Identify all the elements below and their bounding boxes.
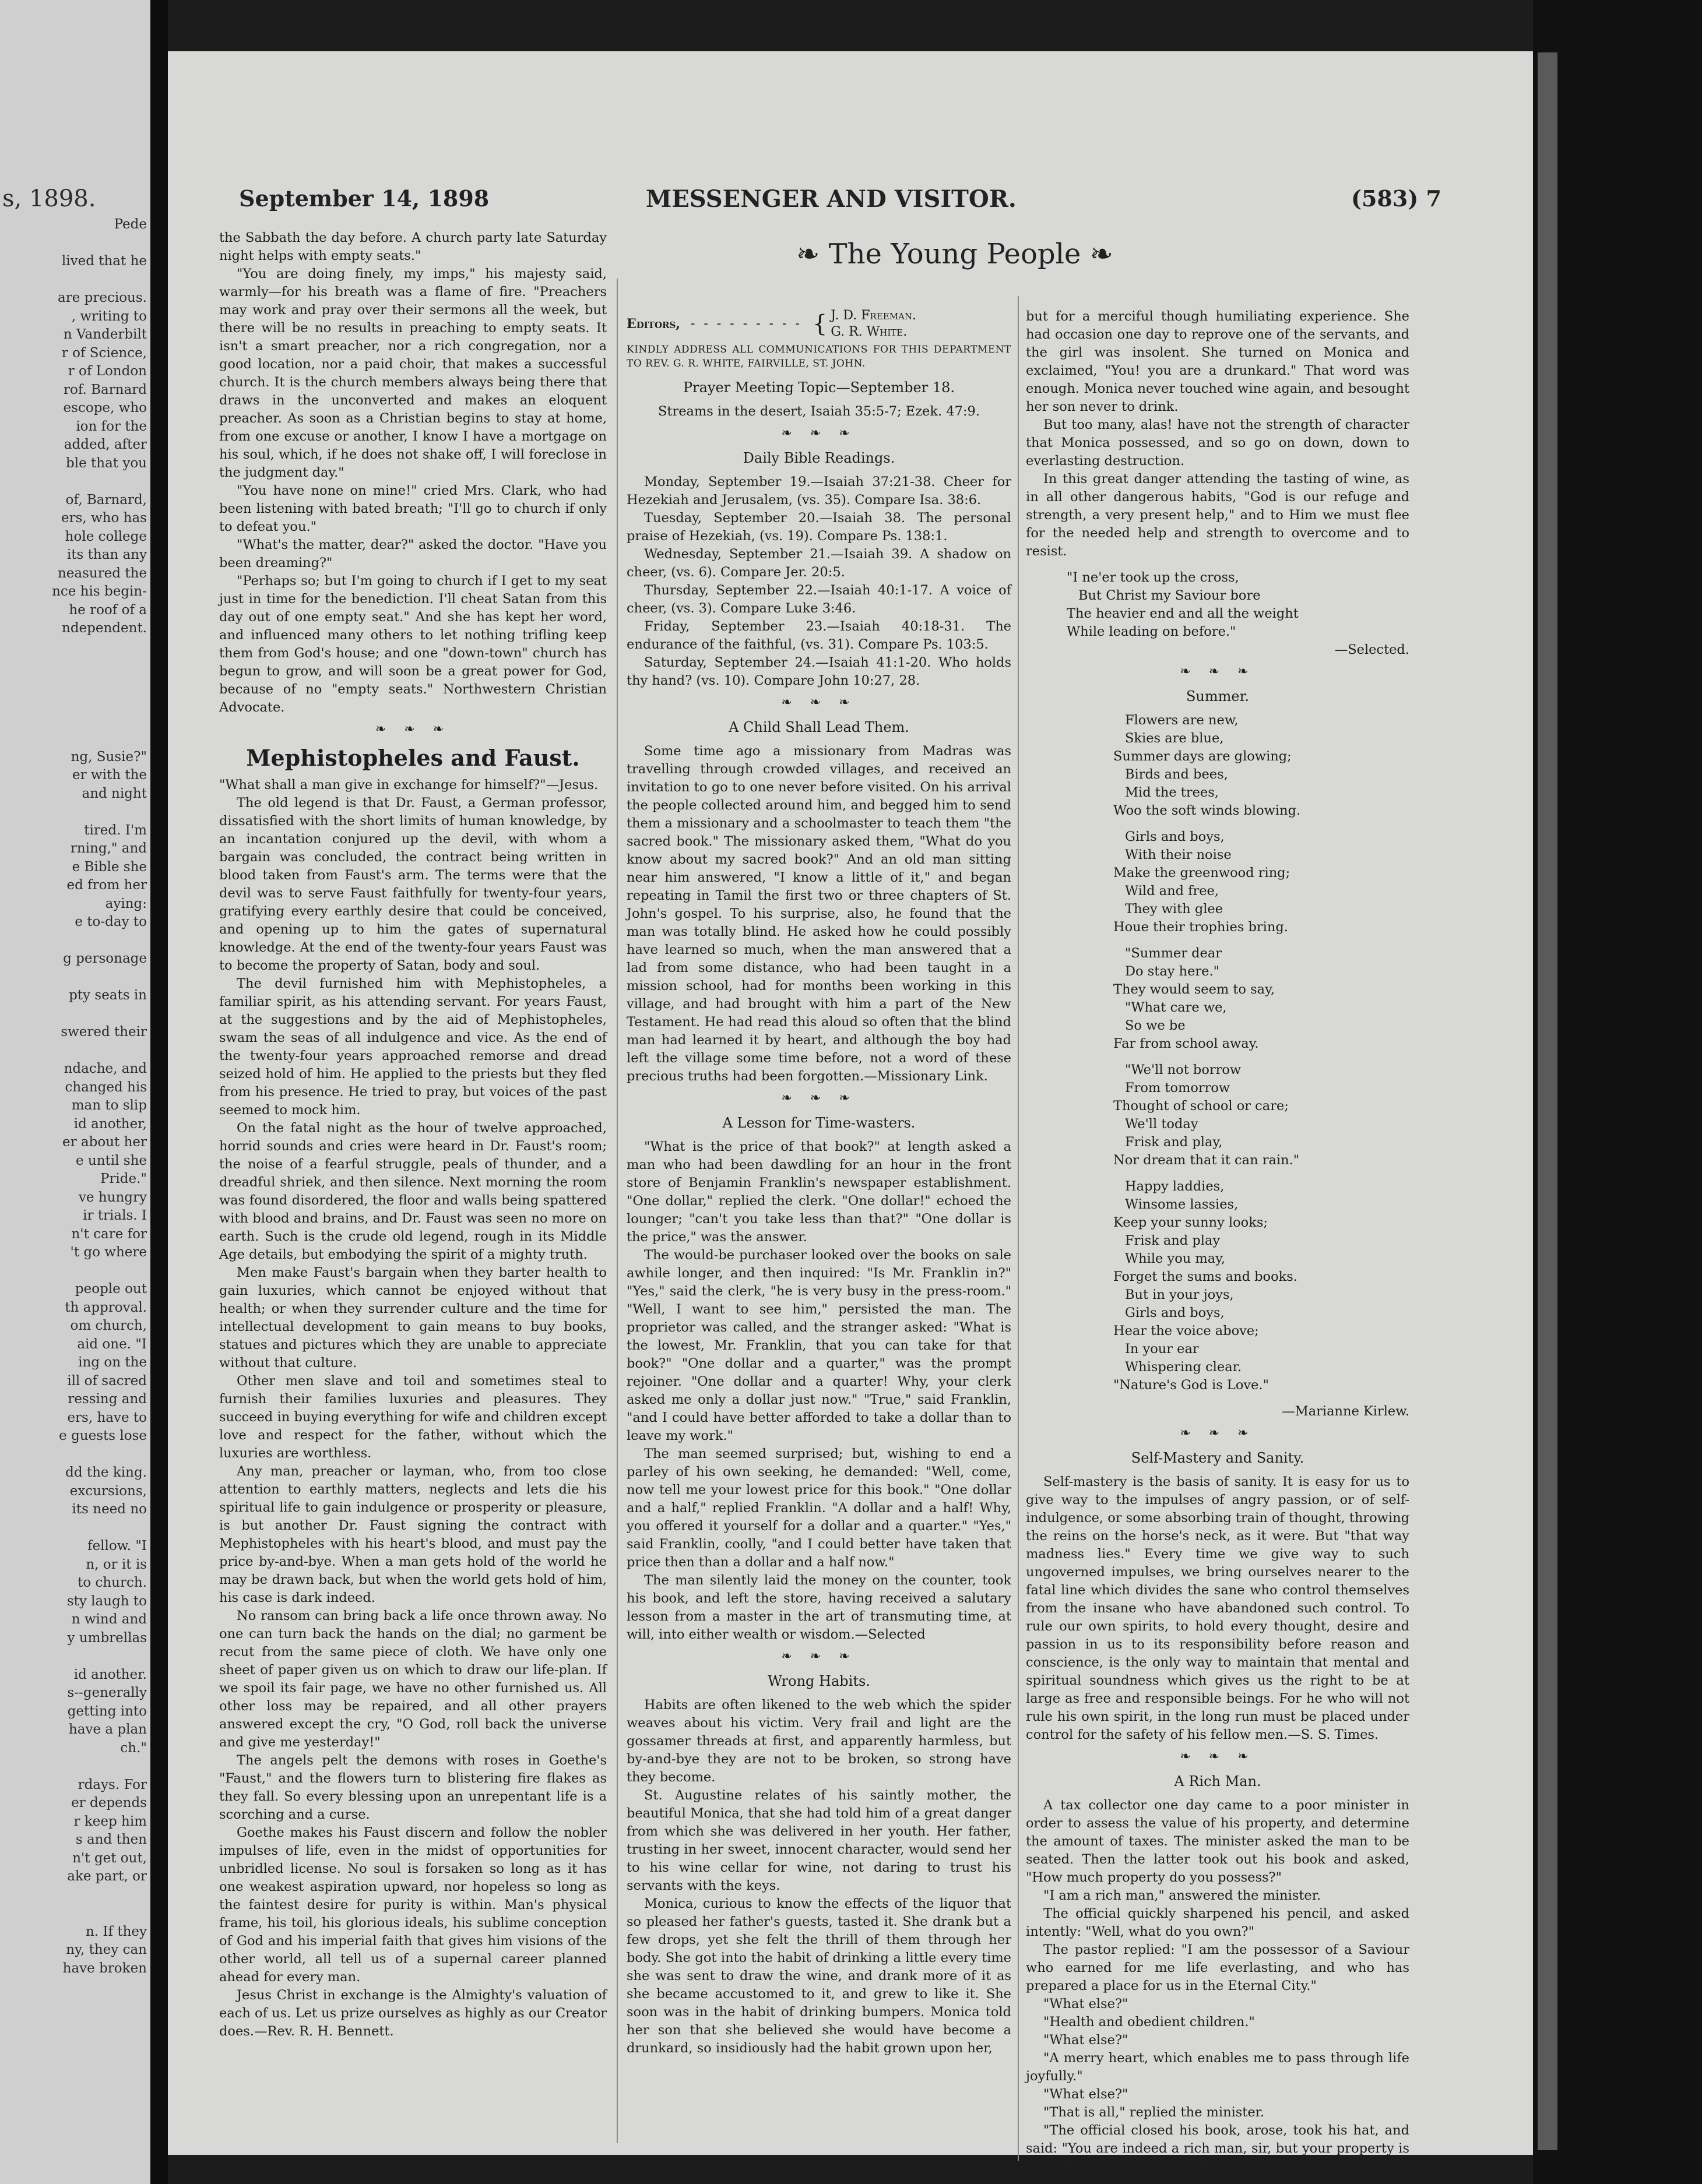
editor-name: G. R. White.	[831, 325, 908, 339]
poem-line: Woo the soft winds blowing.	[1113, 803, 1301, 818]
adjacent-page-fragment: id another,	[73, 1116, 147, 1132]
poem-line: Summer days are glowing;	[1113, 749, 1292, 764]
adjacent-page-fragment: neasured the	[57, 565, 147, 581]
adjacent-page-fragment: ressing and	[68, 1392, 147, 1407]
adjacent-page-fragment: changed his	[65, 1079, 147, 1095]
poem-line: Skies are blue,	[1125, 731, 1224, 746]
section-banner: ❧ The Young People ❧	[796, 238, 1113, 270]
article-paragraph: "You have none on mine!" cried Mrs. Clark, who had been listening with bated breath; "I'll go to church if only to defeat you."	[219, 483, 607, 534]
ornament-divider: ❧ ❧ ❧	[781, 1649, 857, 1664]
adjacent-page-fragment: 't go where	[70, 1245, 147, 1260]
poem-line: Frisk and play,	[1125, 1135, 1223, 1150]
column-1	[219, 229, 607, 2041]
adjacent-page-fragment: fellow. "I	[87, 1538, 147, 1554]
article-title: Mephistopheles and Faust.	[246, 745, 580, 771]
article-paragraph: The man silently laid the money on the counter, took his book, and left the store, having received a salutary lesson from a master in the art of transmuting time, at will, into either wealth or wisdom.—Selected	[627, 1573, 1011, 1642]
hymn-source: —Selected.	[1334, 642, 1409, 657]
adjacent-page-fragment: n, or it is	[86, 1556, 147, 1572]
adjacent-page-fragment: ny, they can	[66, 1942, 147, 1957]
adjacent-page-fragment: rof. Barnard	[63, 382, 147, 397]
adjacent-page-fragment: ch."	[120, 1740, 147, 1756]
adjacent-page-fragment	[7, 1519, 147, 1538]
adjacent-page-fragment: e guests lose	[59, 1428, 147, 1443]
ornament-divider: ❧ ❧ ❧	[781, 695, 857, 710]
article-paragraph: Men make Faust's bargain when they barter health to gain luxuries, which cannot be enjoyed without that health; or when they surrender culture and the time for intellectual development to gain means to buy books, statues and pictures which they are unable to appreciate without that culture.	[219, 1265, 607, 1371]
poem-line: Forget the sums and books.	[1113, 1269, 1297, 1284]
adjacent-page-fragment: its than any	[66, 547, 147, 562]
poem-line: "Summer dear	[1125, 946, 1222, 961]
adjacent-page-fragment: people out	[75, 1281, 147, 1297]
article-paragraph: Other men slave and toil and sometimes steal to furnish their families luxuries and pleasures. They succeed in buying everything for wife and children except love and respect for the father, without which the luxuries are worthless.	[219, 1373, 607, 1461]
article-paragraph: Monica, curious to know the effects of the liquor that so pleased her father's guests, tasted it. She drank but a few drops, yet she felt the thrill of them through her body. She got into the habit of drinking a little every time she was sent to draw the wine, and drank more of it as she became accustomed to it, and grew to like it. She soon was in the habit of drinking bumpers. Monica told her son that she believed she would have become a drunkard, so insidiously had the habit grown upon her,	[627, 1896, 1011, 2056]
poem-line: Hear the voice above;	[1113, 1323, 1259, 1338]
adjacent-page-fragment: ndependent.	[62, 621, 147, 636]
adjacent-page-fragment	[7, 271, 147, 290]
page-date: September 14, 1898	[239, 185, 490, 212]
adjacent-page-edge	[0, 0, 150, 2184]
adjacent-page-fragment: ion for the	[76, 418, 147, 434]
poem-line: "I ne'er took up the cross,	[1067, 570, 1239, 585]
adjacent-page-fragment: ers, who has	[61, 510, 147, 526]
article-paragraph: No ransom can bring back a life once thrown away. No one can turn back the hands on the dial; no garment be recut from the same piece of cloth. We have only one sheet of paper given us on which to draw our life-plan. If we spoil its fair page, we have no other furnished us. All other loss may be repaired, and all other prayers answered except the cry, "O God, roll back the universe and give me yesterday!"	[219, 1608, 607, 1750]
adjacent-page-fragment: r of London	[68, 364, 147, 379]
poem-line: While you may,	[1125, 1251, 1226, 1266]
adjacent-page-fragment	[7, 1005, 147, 1024]
adjacent-page-fragment	[7, 638, 147, 657]
article-paragraph: Some time ago a missionary from Madras was travelling through crowded villages, and received an invitation to go to one never before visited. On his arrival the people collected around him, and begged him to send them a missionary and a schoolmaster to teach them "the sacred book." The missionary asked them, "What do you know about my sacred book?" And an old man sitting near him answered, "I know a little of it," and began repeating in Tamil the first two or three chapters of St. John's gospel. To his surprise, also, he found that the man was totally blind. He asked how he could possibly have learned so much, when the man answered that a lad from some distance, who had been taught in a mission school, had for months been working in this village, and had brought with him a part of the New Testament. He had read this aloud so often that the blind man had learned it by heart, and although the boy had left the village some time before, not a word of these precious truths had been forgotten.—Missionary Link.	[627, 744, 1011, 1084]
poem-line: In your ear	[1125, 1341, 1199, 1357]
adjacent-page-fragment: and night	[82, 785, 147, 801]
adjacent-page-fragment: lived that he	[61, 253, 147, 269]
poem-line: But in your joys,	[1125, 1287, 1234, 1302]
poem-stanza	[1113, 828, 1409, 936]
adjacent-page-fragment	[7, 675, 147, 693]
poem-line: We'll today	[1125, 1116, 1198, 1132]
adjacent-page-fragment: n wind and	[71, 1612, 147, 1627]
adjacent-page-fragment: ve hungry	[78, 1189, 147, 1205]
adjacent-page-fragment: sty laugh to	[66, 1593, 147, 1609]
adjacent-page-fragment: swered their	[61, 1024, 147, 1040]
article-paragraph: Goethe makes his Faust discern and follow the nobler impulses of life, even in the midst of opportunities for unbridled license. No soul is forsaken so long as it has one weakest aspiration upward, nor hopeless so long as the faintest desire for purity is within. Man's physical frame, his toil, his glorious ideals, his sublime conception of God and his imperial faith that gives him visions of the other world, all tell us of a supernal career planned ahead for every man.	[219, 1825, 607, 1985]
adjacent-page-fragment: have broken	[62, 1960, 147, 1976]
article-paragraph: "Perhaps so; but I'm going to church if I get to my seat just in time for the benediction. I'll cheat Satan from this day out of one empty seat." And she has kept her word, and influenced many others to let nothing trifling keep them from God's house; and one "down-town" church has begun to grow, and will soon be a great power for God, because of no "empty seats." Northwestern Christian Advocate.	[219, 573, 607, 715]
section-title: A Lesson for Time-wasters.	[722, 1115, 916, 1131]
poem-line: "We'll not borrow	[1125, 1062, 1242, 1077]
adjacent-page-fragment: n. If they	[85, 1924, 147, 1939]
adjacent-page-fragment: r keep him	[73, 1813, 147, 1829]
article-paragraph: "What's the matter, dear?" asked the doctor. "Have you been dreaming?"	[219, 537, 607, 570]
bible-reading: Monday, September 19.—Isaiah 37:21-38. Cheer for Hezekiah and Jerusalem, (vs. 35). Compare Isa. 38:6.	[627, 474, 1011, 508]
leaf-ornament-icon: ❧	[1081, 238, 1113, 270]
adjacent-page-fragment: getting into	[67, 1703, 147, 1719]
bible-reading: Wednesday, September 21.—Isaiah 39. A shadow on cheer, (vs. 6). Compare Jer. 20:5.	[627, 547, 1011, 580]
article-paragraph: The official quickly sharpened his pencil, and asked intently: "Well, what do you own?"	[1026, 1906, 1409, 1939]
adjacent-page-fragment: man to slip	[71, 1098, 147, 1113]
poem-source: —Marianne Kirlew.	[1282, 1404, 1409, 1419]
adjacent-page-fragment: s and then	[75, 1832, 147, 1847]
adjacent-page-fragment: aid one. "I	[77, 1336, 147, 1352]
poem-line: With their noise	[1125, 847, 1232, 862]
adjacent-page-fragment	[7, 1647, 147, 1666]
article-paragraph: "What is the price of that book?" at length asked a man who had been dawdling for an hour in the front store of Benjamin Franklin's newspaper establishment. "One dollar," replied the clerk. "One dollar!" echoed the lounger; "can't you take less than that?" "One dollar is the price," was the answer.	[627, 1139, 1011, 1245]
article-paragraph: A tax collector one day came to a poor minister in order to assess the value of his property, and determine the amount of taxes. The minister asked the man to be seated. Then the latter took out his book and asked, "How much property do you possess?"	[1026, 1798, 1409, 1885]
adjacent-page-fragment: Pede	[114, 217, 147, 232]
adjacent-page-fragment	[7, 1042, 147, 1061]
adjacent-page-fragment: n't care for	[71, 1226, 147, 1242]
adjacent-page-fragment: ill of sacred	[67, 1373, 147, 1389]
article-paragraph: Habits are often likened to the web which the spider weaves about his victim. Very frail and light are the gossamer threads at first, and apparently harmless, but by-and-bye they are not to be broken, so strong have they become.	[627, 1697, 1011, 1785]
masthead: MESSENGER AND VISITOR.	[646, 185, 1017, 213]
section-title: Self-Mastery and Sanity.	[1131, 1450, 1304, 1466]
adjacent-page-fragment: ing on the	[78, 1355, 147, 1370]
adjacent-page-fragment	[7, 932, 147, 950]
adjacent-page-fragment: e to-day to	[75, 914, 147, 929]
poem-line: Girls and boys,	[1125, 1305, 1225, 1320]
adjacent-page-fragment: er about her	[62, 1135, 147, 1150]
poem-line: They with glee	[1125, 901, 1223, 917]
summer-poem	[1113, 711, 1409, 1394]
adjacent-page-fragment: ble that you	[66, 455, 147, 471]
adjacent-page-fragment: excursions,	[69, 1483, 147, 1499]
bible-reading: Thursday, September 22.—Isaiah 40:1-17. A voice of cheer, (vs. 3). Compare Luke 3:46.	[627, 583, 1011, 616]
poem-line: "Nature's God is Love."	[1113, 1378, 1269, 1393]
bible-reading: Saturday, September 24.—Isaiah 41:1-20. Who holds thy hand? (vs. 10). Compare John 10:27, 28.	[627, 655, 1011, 688]
editors-notice: KINDLY ADDRESS ALL COMMUNICATIONS FOR THIS DEPARTMENT TO REV. G. R. WHITE, FAIRVILLE, ST. JOHN.	[627, 344, 1011, 369]
adjacent-page-fragment: y umbrellas	[67, 1630, 147, 1646]
adjacent-page-fragment: added, after	[64, 437, 147, 452]
epigraph: "What shall a man give in exchange for himself?"—Jesus.	[219, 777, 599, 792]
poem-line: Do stay here."	[1125, 964, 1219, 979]
article-paragraph: "What else?"	[1043, 1996, 1128, 2012]
article-paragraph: In this great danger attending the tasting of wine, as in all other dangerous habits, "God is our refuge and strength, a very present help," and to Him we must flee for the needed help and strength to overcome and to resist.	[1026, 471, 1409, 559]
adjacent-page-fragment: ake part, or	[67, 1869, 147, 1884]
page-gutter	[150, 0, 168, 2184]
article-paragraph: "The official closed his book, arose, took his hat, and said: "You are indeed a rich man, sir, but your property is not subject to taxation."—Selected.	[1026, 2123, 1409, 2174]
poem-line: The heavier end and all the weight	[1067, 606, 1299, 621]
ornament-divider: ❧ ❧ ❧	[1180, 1426, 1256, 1440]
poem-line: Wild and free,	[1125, 883, 1219, 899]
column-3	[1026, 308, 1409, 2176]
poem-line: But Christ my Saviour bore	[1078, 588, 1261, 603]
poem-line: From tomorrow	[1125, 1080, 1230, 1095]
poem-line: Happy laddies,	[1125, 1179, 1225, 1194]
article-paragraph: The pastor replied: "I am the possessor of a Saviour who earned for me life everlasting, and who has prepared a place for us in the Eternal City."	[1026, 1942, 1409, 1993]
adjacent-page-fragment: aying:	[105, 896, 147, 911]
poem-line: They would seem to say,	[1113, 982, 1275, 997]
adjacent-page-fragment	[7, 693, 147, 711]
adjacent-page-fragment: ndache, and	[64, 1061, 147, 1076]
adjacent-page-fragment	[7, 730, 147, 748]
adjacent-page-fragment	[7, 1886, 147, 1905]
adjacent-page-fragment: s--generally	[67, 1685, 147, 1700]
adjacent-page-fragment: n't get out,	[72, 1850, 147, 1866]
section-title: Summer.	[1186, 688, 1250, 704]
poem-line: So we be	[1125, 1018, 1186, 1033]
adjacent-page-fragment: e until she	[75, 1153, 147, 1168]
poem-line: Winsome lassies,	[1125, 1197, 1239, 1212]
adjacent-page-fragment	[7, 1446, 147, 1464]
adjacent-page-fragment: r of Science,	[61, 345, 147, 361]
section-title: A Child Shall Lead Them.	[729, 719, 909, 735]
article-paragraph: "I am a rich man," answered the minister.	[1043, 1888, 1321, 1903]
adjacent-page-fragment: he roof of a	[69, 602, 147, 618]
page-number: (583) 7	[1351, 185, 1441, 212]
poem-line: Mid the trees,	[1125, 785, 1219, 800]
adjacent-page-fragment	[7, 1757, 147, 1776]
poem-line: Whispering clear.	[1125, 1359, 1242, 1375]
bible-reading: Tuesday, September 20.—Isaiah 38. The personal praise of Hezekiah, (vs. 19). Compare Ps. 138:1.	[627, 510, 1011, 544]
article-paragraph: "What else?"	[1043, 2032, 1128, 2048]
brace: {	[812, 311, 828, 337]
adjacent-page-fragment: id another.	[73, 1667, 147, 1682]
adjacent-page-fragment: nce his begin-	[52, 584, 147, 599]
adjacent-page-fragment: e Bible she	[72, 859, 147, 875]
section-title: Wrong Habits.	[768, 1673, 870, 1689]
adjacent-page-fragment: dd the king.	[65, 1465, 147, 1480]
article-paragraph: "A merry heart, which enables me to pass through life joyfully."	[1026, 2051, 1409, 2084]
adjacent-page-fragment: n Vanderbilt	[63, 327, 147, 342]
adjacent-page-fragment	[7, 1904, 147, 1923]
section-title: Daily Bible Readings.	[743, 450, 895, 466]
article-paragraph: The would-be purchaser looked over the books on sale awhile longer, and then inquired: "Is Mr. Franklin in?" "Yes," said the clerk, "he is very busy in the press-room." "Well, I want to see him," persisted the man. The proprietor was called, and the stranger asked: "What is the lowest, Mr. Franklin, that you can take for that book?" "One dollar and a quarter," was the prompt rejoiner. "One dollar and a quarter! Why, your clerk asked me only a dollar just now." "True," said Franklin, "and I could have better afforded to take a dollar than to leave my work."	[627, 1248, 1011, 1443]
section-title: Prayer Meeting Topic—September 18.	[683, 379, 955, 396]
article-paragraph: The old legend is that Dr. Faust, a German professor, dissatisfied with the short limits of human knowledge, by an incantation conjured up the devil, with whom a bargain was concluded, the contract being written in blood taken from Faust's arm. The terms were that the devil was to serve Faust faithfully for twenty-four years, gratifying every earthly desire that could be conceived, and opening up to him the gates of supernatural knowledge. At the end of the twenty-four years Faust was to become the property of Satan, body and soul.	[219, 795, 607, 973]
article-paragraph: the Sabbath the day before. A church party late Saturday night helps with empty seats."	[219, 230, 607, 263]
column-rule	[1018, 296, 1019, 2161]
article-paragraph: Any man, preacher or layman, who, from too close attention to earthly matters, neglects and lets die his spiritual life to gain indulgence or prosperity or pleasure, is but another Dr. Faust signing the contract with Mephistopheles with his heart's blood, and must pay the price by-and-bye. When a man gets hold of the world he may be drawn back, but when the world gets hold of him, his case is dark indeed.	[219, 1464, 607, 1605]
adjacent-page-fragment	[7, 234, 147, 253]
adjacent-page-fragment: to church.	[78, 1575, 147, 1590]
adjacent-page-fragment: of, Barnard,	[65, 492, 147, 508]
adjacent-page-fragment: rdays. For	[78, 1777, 147, 1792]
ornament-divider: ❧ ❧ ❧	[375, 722, 451, 737]
article-paragraph: "You are doing finely, my imps," his majesty said, warmly—for his breath was a flame of fire. "Preachers may work and pray over their sermons all the week, but there will be no results in preaching to empty seats. It isn't a smart preacher, nor a rich congregation, nor a good location, nor a paid choir, that makes a successful church. It is the church members always being there that draws in the unconverted and makes an eloquent preacher. As soon as a Christian begins to stay at home, from one excuse or another, I know I have a mortgage on his soul, which, if he does not shake off, I will foreclose in the judgment day."	[219, 266, 607, 480]
article-paragraph: The devil furnished him with Mephistopheles, a familiar spirit, as his attending servant. For years Faust, at the suggestions and by the aid of Mephistopheles, swam the seas of all indulgence and vice. As the end of the twenty-four years approached remorse and dread seized hold of him. He applied to the priests but they fled from his presence. He tried to pray, but voices of the past seemed to mock him.	[219, 976, 607, 1118]
article-paragraph: St. Augustine relates of his saintly mother, the beautiful Monica, that she had told him of a great danger from which she was delivered in her youth. Her father, trusting in her sweet, innocent character, would send her to his wine cellar for wine, not daring to trust his servants with the keys.	[627, 1788, 1011, 1893]
leaf-ornament-icon: ❧	[796, 238, 829, 270]
article-paragraph: The man seemed surprised; but, wishing to end a parley of his own seeking, he demanded: "Well, come, now tell me your lowest price for this book." "One dollar and a half," replied Franklin. "A dollar and a half! Why, you offered it yourself for a dollar and a quarter." "Yes," said Franklin, coolly, "and I could better have taken that price then than a dollar and a half now."	[627, 1446, 1011, 1570]
article-paragraph: Jesus Christ in exchange is the Almighty's valuation of each of us. Let us prize ourselves as highly as our Creator does.—Rev. R. H. Bennett.	[219, 1988, 607, 2039]
poem-line: Keep your sunny looks;	[1113, 1215, 1268, 1230]
article-paragraph: "Health and obedient children."	[1043, 2014, 1255, 2030]
poem-stanza	[1113, 945, 1409, 1053]
article-paragraph: but for a merciful though humiliating experience. She had occasion one day to reprove one of the servants, and the girl was insolent. She turned on Monica and exclaimed, "You! you are a drunkard." That word was enough. Monica never touched wine again, and besought her son never to drink.	[1026, 309, 1409, 414]
article-paragraph: On the fatal night as the hour of twelve approached, horrid sounds and cries were heard in Dr. Faust's room; the noise of a fearful struggle, peals of thunder, and a dreadful shriek, and then silence. Next morning the room was found disordered, the floor and walls being spattered with blood and brains, and Dr. Faust was seen no more on earth. Such is the crude old legend, rough in its Middle Age details, but embodying the spirit of a mighty truth.	[219, 1121, 607, 1262]
adjacent-page-fragment	[7, 711, 147, 730]
adjacent-page-fragment: hole college	[65, 529, 147, 544]
adjacent-page-text	[7, 216, 147, 1978]
ornament-divider: ❧ ❧ ❧	[1180, 664, 1256, 679]
poem-line: Nor dream that it can rain."	[1113, 1153, 1300, 1168]
hymn-verse	[1067, 569, 1409, 641]
ornament-divider: ❧ ❧ ❧	[781, 426, 857, 441]
adjacent-page-fragment: ir trials. I	[83, 1208, 147, 1223]
column-rule	[617, 279, 618, 2143]
scan-border	[1533, 0, 1702, 2184]
poem-line: Far from school away.	[1113, 1036, 1259, 1051]
adjacent-page-fragment: pty seats in	[69, 988, 147, 1003]
adjacent-page-fragment: , writing to	[71, 308, 147, 324]
poem-line: "What care we,	[1125, 1000, 1227, 1015]
adjacent-page-fragment: ers, have to	[67, 1410, 147, 1425]
adjacent-page-fragment	[7, 968, 147, 987]
adjacent-page-fragment: ed from her	[66, 878, 147, 893]
adjacent-page-fragment: th approval.	[65, 1299, 147, 1315]
article-paragraph: But too many, alas! have not the strength of character that Monica possessed, and so go on down, down to everlasting destruction.	[1026, 417, 1409, 468]
adjacent-page-fragment: tired. I'm	[84, 822, 147, 838]
adjacent-page-fragment: om church,	[70, 1318, 147, 1333]
poem-line: Girls and boys,	[1125, 829, 1225, 844]
article-paragraph: "What else?"	[1043, 2087, 1128, 2102]
poem-line: Birds and bees,	[1125, 767, 1228, 782]
adjacent-page-fragment: ng, Susie?"	[71, 749, 147, 765]
adjacent-page-fragment	[7, 803, 147, 822]
adjacent-page-fragment: er with the	[72, 767, 147, 783]
prayer-topic: Streams in the desert, Isaiah 35:5-7; Ezek. 47:9.	[658, 404, 980, 419]
poem-line: Flowers are new,	[1125, 713, 1239, 728]
bible-reading: Friday, September 23.—Isaiah 40:18-31. The endurance of the faithful, (vs. 31). Compare Ps. 103:5.	[627, 619, 1011, 652]
poem-line: While leading on before."	[1067, 624, 1236, 639]
adjacent-page-fragment: rning," and	[70, 841, 147, 856]
newspaper-page	[168, 51, 1533, 2174]
ornament-divider: ❧ ❧ ❧	[781, 1091, 857, 1105]
adjacent-page-fragment	[7, 473, 147, 491]
editors-block	[627, 308, 1011, 371]
poem-stanza	[1113, 1178, 1409, 1394]
poem-line: Houe their trophies bring.	[1113, 920, 1288, 935]
adjacent-page-fragment	[7, 1262, 147, 1281]
poem-stanza	[1113, 711, 1409, 820]
adjacent-page-fragment	[7, 656, 147, 675]
adjacent-page-fragment: Pride."	[100, 1171, 147, 1186]
adjacent-page-fragment: have a plan	[68, 1722, 147, 1737]
adjacent-page-fragment: escope, who	[63, 400, 147, 415]
poem-line: Thought of school or care;	[1113, 1098, 1289, 1114]
editors-label: Editors,	[627, 316, 680, 332]
editor-name: J. D. Freeman.	[831, 308, 917, 323]
poem-line: Make the greenwood ring;	[1113, 865, 1290, 880]
ornament-divider: ❧ ❧ ❧	[1180, 1749, 1256, 1764]
adjacent-page-fragment: g personage	[63, 951, 147, 966]
adjacent-page-fragment: er depends	[71, 1795, 147, 1810]
section-title: A Rich Man.	[1174, 1773, 1261, 1790]
poem-stanza	[1113, 1061, 1409, 1170]
adjacent-page-fragment: are precious.	[58, 290, 147, 305]
column-2	[627, 308, 1011, 2058]
poem-line: Frisk and play	[1125, 1233, 1221, 1248]
article-paragraph: Self-mastery is the basis of sanity. It is easy for us to give way to the impulses of angry passion, or of self-indulgence, or some absorbing train of thought, throwing the reins on the horse's neck, as it were. But "that way madness lies." Every time we give way to such ungoverned impulses, we bring ourselves nearer to the fatal line which divides the sane who control themselves from the insane who have abandoned such control. To rule our own spirits, to hold every thought, desire and passion in us to its responsibility before reason and conscience, is the only way to maintain that mental and spiritual soundness which gives us the right to be at large as free and responsible beings. For he who will not rule his own spirit, in the long run must be placed under control for the safety of his fellow men.—S. S. Times.	[1026, 1474, 1409, 1742]
article-paragraph: The angels pelt the demons with roses in Goethe's "Faust," and the flowers turn to blistering fire flakes as they fall. So every blessing upon an unrepentant life is a scorching and a curse.	[219, 1753, 607, 1822]
adjacent-page-header: s, 1898.	[2, 185, 96, 212]
editors-dashes: - - - - - - - - -	[690, 316, 802, 331]
article-paragraph: "That is all," replied the minister.	[1043, 2105, 1265, 2120]
adjacent-page-fragment: its need no	[72, 1502, 147, 1517]
